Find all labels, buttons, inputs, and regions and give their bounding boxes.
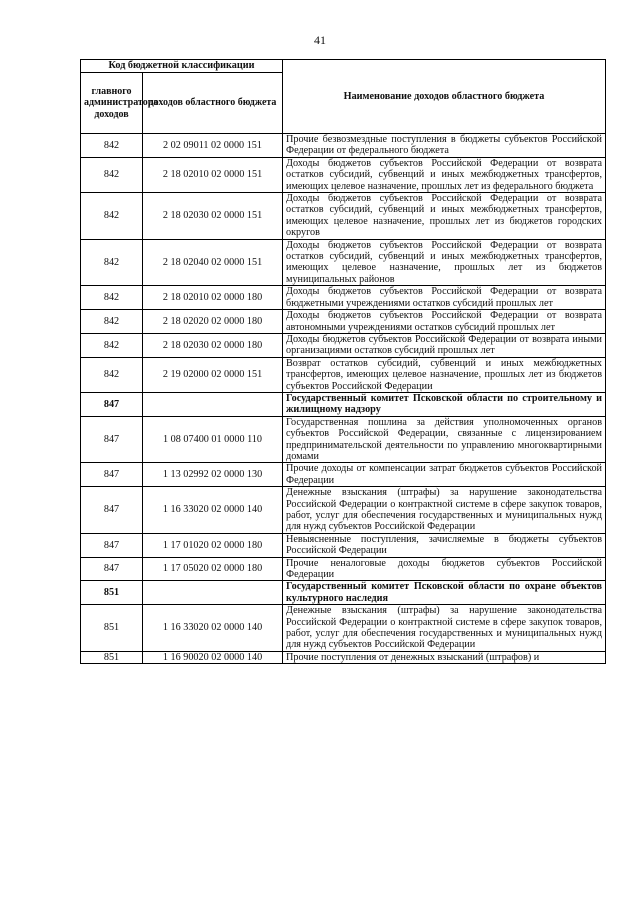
table-body xyxy=(81,134,606,664)
admin-code-cell: 842 xyxy=(81,239,143,286)
table-row xyxy=(81,357,606,392)
income-name-cell: Прочие безвозмездные поступления в бюджеты субъектов Российской Федерации от федерального бюджета xyxy=(283,134,606,158)
table-row xyxy=(81,557,606,581)
budget-code-cell: 1 08 07400 01 0000 110 xyxy=(143,416,283,463)
table-row xyxy=(81,310,606,334)
table-row xyxy=(81,651,606,663)
table-row xyxy=(81,157,606,192)
admin-code-cell: 847 xyxy=(81,487,143,534)
table-row xyxy=(81,134,606,158)
budget-code-cell: 1 17 01020 02 0000 180 xyxy=(143,533,283,557)
income-name-cell: Доходы бюджетов субъектов Российской Федерации от возврата остатков субсидий, субвенций и иных межбюджетных трансфертов, имеющих целевое назначение, прошлых лет из бюджетов городских округов xyxy=(283,193,606,240)
page-number: 41 xyxy=(314,33,326,47)
section-header-row xyxy=(81,581,606,605)
admin-code-cell: 842 xyxy=(81,193,143,240)
income-name-cell: Доходы бюджетов субъектов Российской Федерации от возврата остатков субсидий, субвенций и иных межбюджетных трансфертов, имеющих целевое назначение, прошлых лет из федерального бюджета xyxy=(283,157,606,192)
income-name-cell: Государственная пошлина за действия уполномоченных органов субъектов Российской Федерации, связанные с лицензированием предпринимательской деятельности по управлению многоквартирными домами xyxy=(283,416,606,463)
income-name-cell: Невыясненные поступления, зачисляемые в бюджеты субъектов Российской Федерации xyxy=(283,533,606,557)
budget-code-cell: 2 18 02020 02 0000 180 xyxy=(143,310,283,334)
income-name-cell: Доходы бюджетов субъектов Российской Федерации от возврата остатков субсидий, субвенций и иных межбюджетных трансфертов, имеющих целевое назначение, прошлых лет из бюджетов муниципальных районов xyxy=(283,239,606,286)
budget-code-cell: 2 19 02000 02 0000 151 xyxy=(143,357,283,392)
table-row xyxy=(81,416,606,463)
budget-code-cell: 2 02 09011 02 0000 151 xyxy=(143,134,283,158)
admin-code-cell: 847 xyxy=(81,533,143,557)
budget-code-cell: 2 18 02040 02 0000 151 xyxy=(143,239,283,286)
budget-code-cell: 1 16 33020 02 0000 140 xyxy=(143,487,283,534)
table-row xyxy=(81,286,606,310)
header-regional-income: доходов областного бюджета xyxy=(143,73,283,134)
income-name-cell: Государственный комитет Псковской области по охране объектов культурного наследия xyxy=(283,581,606,605)
admin-code-cell: 842 xyxy=(81,134,143,158)
budget-code-cell: 1 16 90020 02 0000 140 xyxy=(143,651,283,663)
header-main-administrator: главного администратора доходов xyxy=(81,73,143,134)
table-row xyxy=(81,193,606,240)
table-row xyxy=(81,487,606,534)
admin-code-cell: 851 xyxy=(81,605,143,652)
income-name-cell: Прочие неналоговые доходы бюджетов субъектов Российской Федерации xyxy=(283,557,606,581)
header-income-name: Наименование доходов областного бюджета xyxy=(283,60,606,134)
admin-code-cell: 842 xyxy=(81,286,143,310)
income-name-cell: Возврат остатков субсидий, субвенций и иных межбюджетных трансфертов, имеющих целевое назначение, прошлых лет из бюджетов субъектов Российской Федерации xyxy=(283,357,606,392)
income-name-cell: Денежные взыскания (штрафы) за нарушение законодательства Российской Федерации о контрактной системе в сфере закупок товаров, работ, услуг для обеспечения государственных и муниципальных нужд для нужд субъектов Российской Федерации xyxy=(283,605,606,652)
income-name-cell: Государственный комитет Псковской области по строительному и жилищному надзору xyxy=(283,392,606,416)
table-row xyxy=(81,533,606,557)
income-name-cell: Доходы бюджетов субъектов Российской Федерации от возврата иными организациями остатков субсидий прошлых лет xyxy=(283,333,606,357)
admin-code-cell: 847 xyxy=(81,416,143,463)
income-name-cell: Доходы бюджетов субъектов Российской Федерации от возврата бюджетными учреждениями остатков субсидий прошлых лет xyxy=(283,286,606,310)
admin-code-cell: 842 xyxy=(81,157,143,192)
section-header-row xyxy=(81,392,606,416)
budget-code-cell: 2 18 02030 02 0000 180 xyxy=(143,333,283,357)
budget-code-cell: 1 17 05020 02 0000 180 xyxy=(143,557,283,581)
budget-classification-table xyxy=(80,59,606,664)
budget-code-cell: 2 18 02010 02 0000 180 xyxy=(143,286,283,310)
table-row xyxy=(81,463,606,487)
admin-code-cell: 851 xyxy=(81,581,143,605)
table-row xyxy=(81,239,606,286)
income-name-cell: Денежные взыскания (штрафы) за нарушение законодательства Российской Федерации о контрактной системе в сфере закупок товаров, работ, услуг для обеспечения государственных и муниципальных нужд для нужд субъектов Российской Федерации xyxy=(283,487,606,534)
income-name-cell: Прочие доходы от компенсации затрат бюджетов субъектов Российской Федерации xyxy=(283,463,606,487)
admin-code-cell: 842 xyxy=(81,310,143,334)
budget-code-cell xyxy=(143,392,283,416)
table-header xyxy=(81,60,606,134)
admin-code-cell: 851 xyxy=(81,651,143,663)
budget-code-cell: 1 13 02992 02 0000 130 xyxy=(143,463,283,487)
income-name-cell: Доходы бюджетов субъектов Российской Федерации от возврата автономными учреждениями остатков субсидий прошлых лет xyxy=(283,310,606,334)
header-classification-code: Код бюджетной классификации xyxy=(81,60,283,73)
table-row xyxy=(81,333,606,357)
admin-code-cell: 842 xyxy=(81,333,143,357)
budget-code-cell: 2 18 02010 02 0000 151 xyxy=(143,157,283,192)
admin-code-cell: 847 xyxy=(81,463,143,487)
budget-code-cell xyxy=(143,581,283,605)
admin-code-cell: 847 xyxy=(81,392,143,416)
budget-code-cell: 2 18 02030 02 0000 151 xyxy=(143,193,283,240)
budget-code-cell: 1 16 33020 02 0000 140 xyxy=(143,605,283,652)
income-name-cell: Прочие поступления от денежных взысканий (штрафов) и xyxy=(283,651,606,663)
admin-code-cell: 847 xyxy=(81,557,143,581)
admin-code-cell: 842 xyxy=(81,357,143,392)
table-row xyxy=(81,605,606,652)
